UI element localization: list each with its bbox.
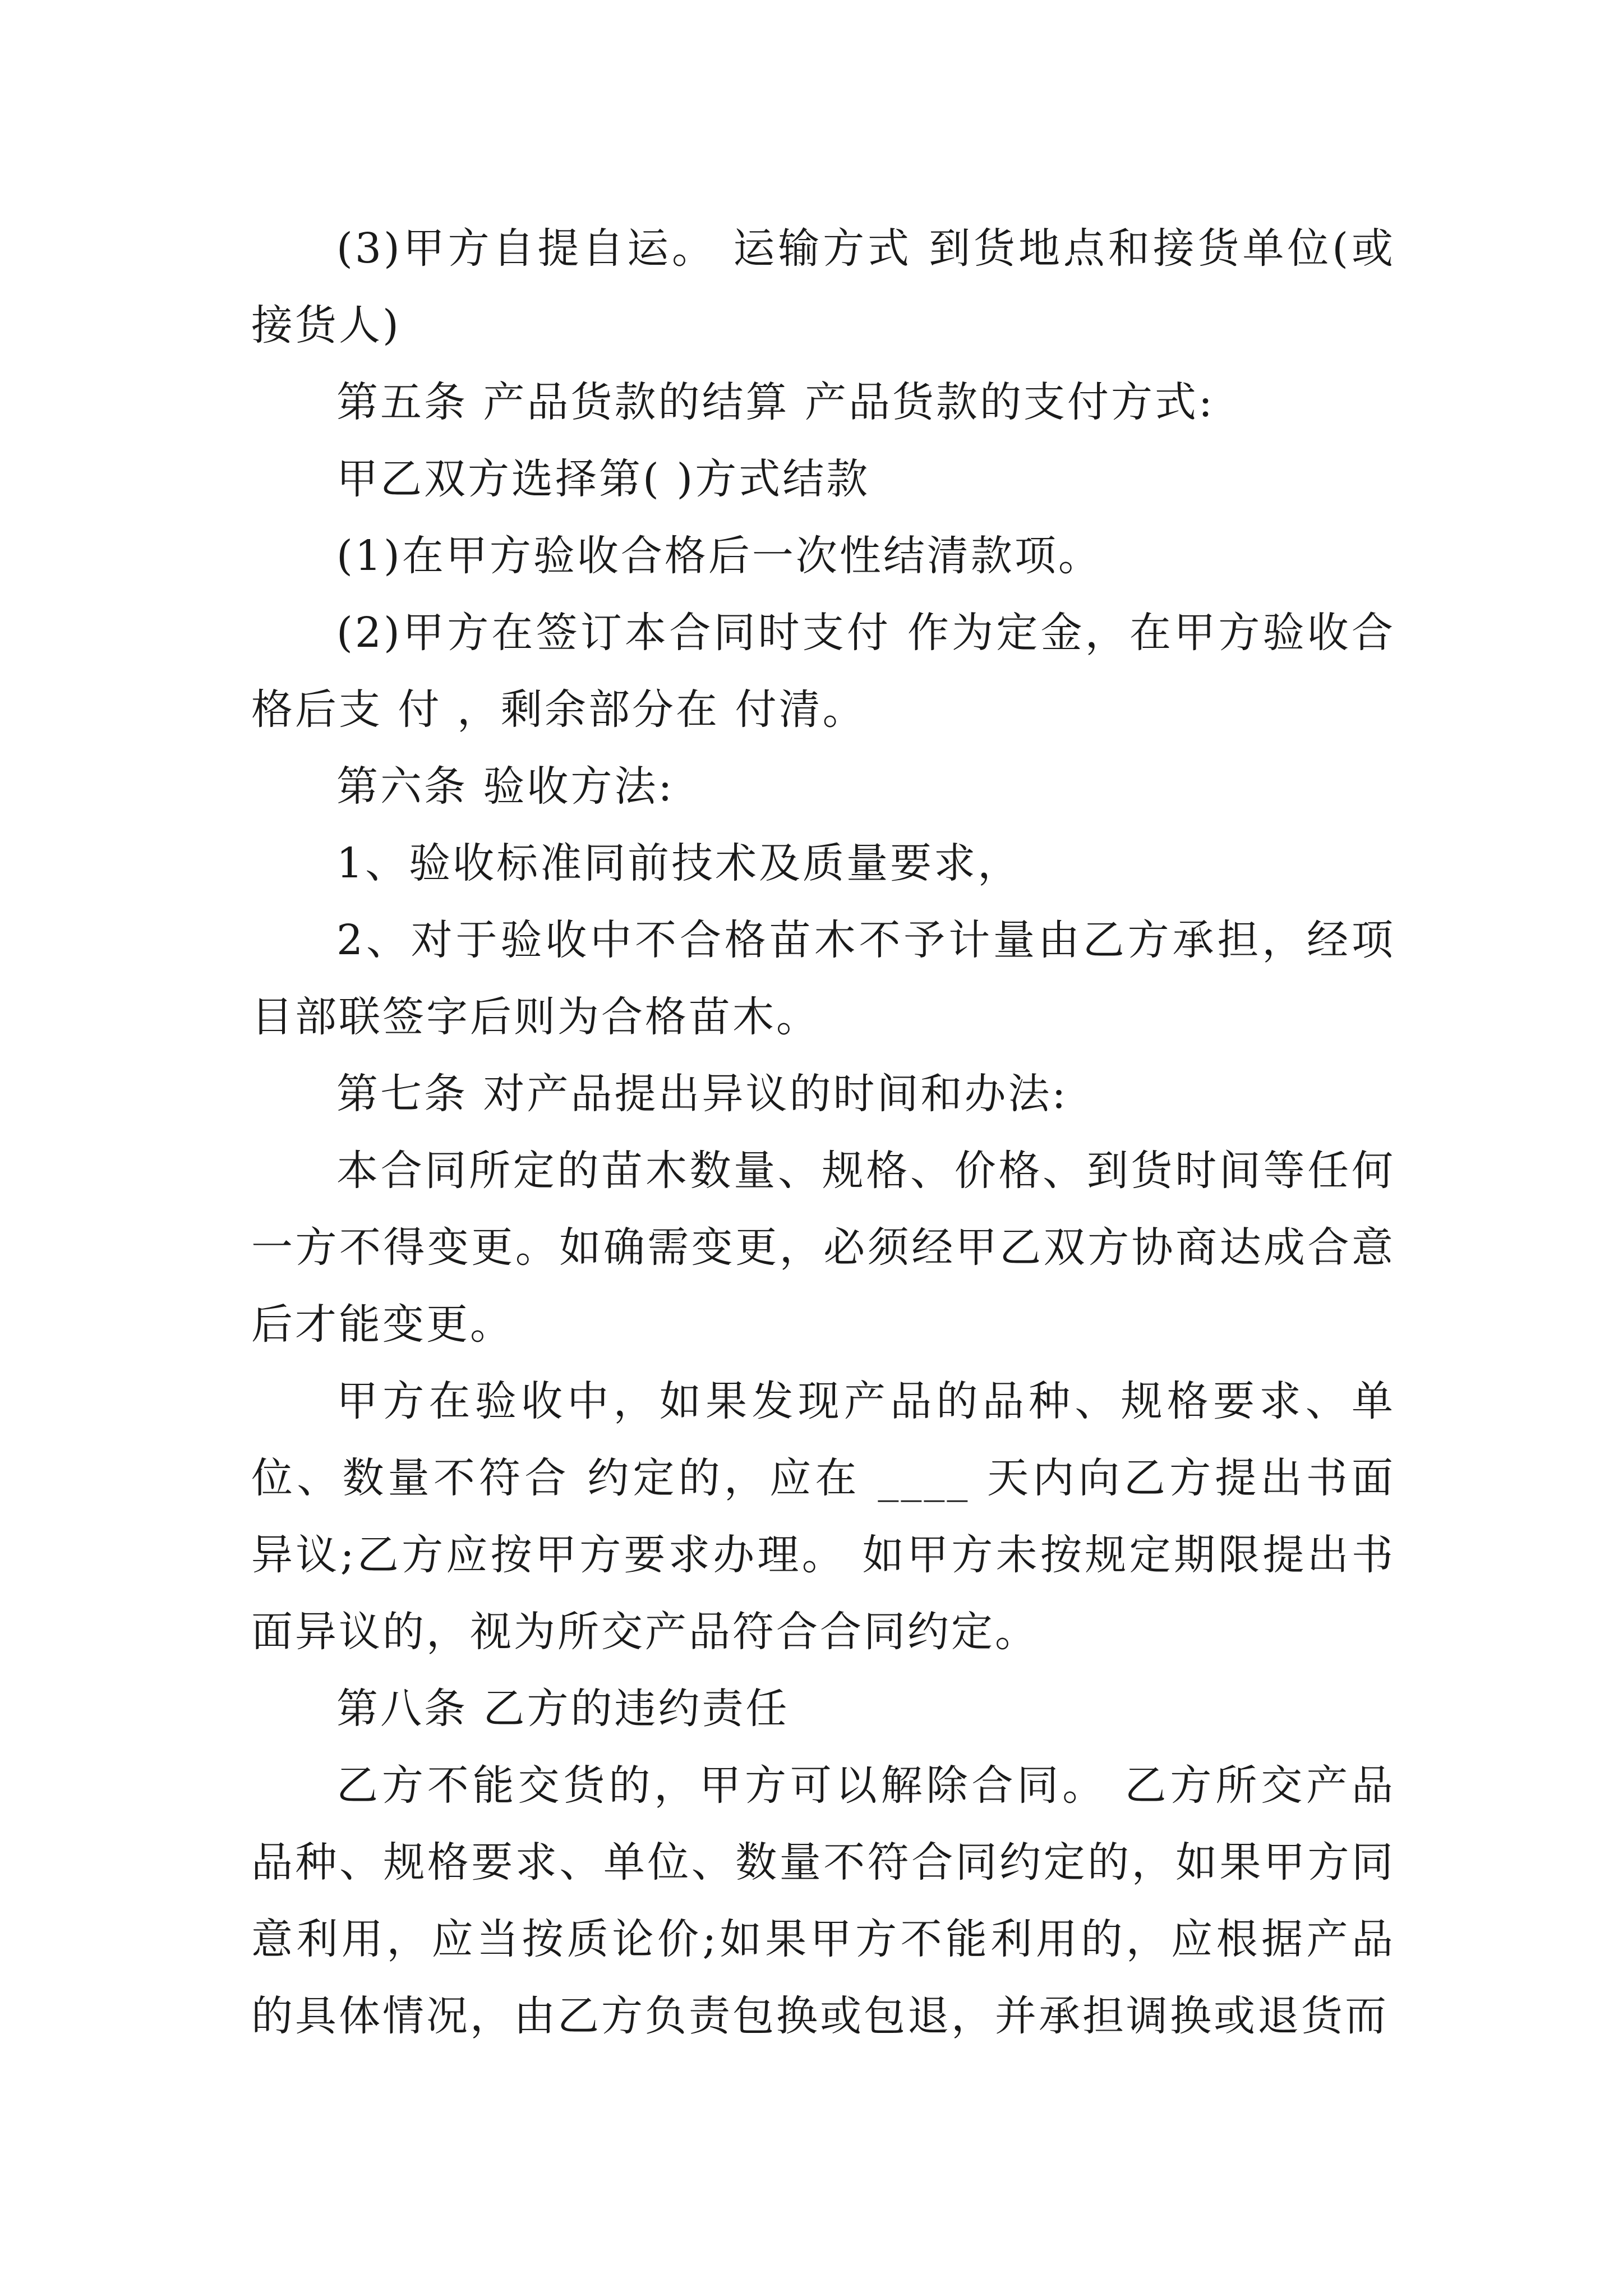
paragraph-article-5-title: 第五条 产品货款的结算 产品货款的支付方式:: [336, 378, 1215, 426]
paragraph-article-8-title: 第八条 乙方的违约责任: [336, 1685, 790, 1733]
paragraph-article-6-title: 第六条 验收方法:: [336, 762, 675, 811]
paragraph-no-change: 本合同所定的苗木数量、规格、价格、到货时间等任何一方不得变更。如确需变更，必须经甲乙双方协商达成合意后才能变更。: [251, 1147, 1395, 1349]
paragraph-acceptance-standard: 1、验收标准同前技术及质量要求，: [336, 839, 1022, 887]
paragraph-unqualified-seedlings: 2、对于验收中不合格苗木不予计量由乙方承担，经项目部联签字后则为合格苗木。: [251, 916, 1395, 1041]
paragraph-breach-liability: 乙方不能交货的，甲方可以解除合同。 乙方所交产品品种、规格要求、单位、数量不符合同约定的，如果甲方同意利用，应当按质论价;如果甲方不能利用的，应根据产品的具体情况，由乙方负责包换或包退，并承担调换或退货而: [251, 1761, 1395, 2040]
paragraph-payment-option-1: (1)在甲方验收合格后一次性结清款项。: [336, 532, 1102, 580]
paragraph-payment-option-2: (2)甲方在签订本合同时支付 作为定金，在甲方验收合格后支 付 ，剩余部分在 付清。: [251, 609, 1395, 734]
paragraph-objection: 甲方在验收中，如果发现产品的品种、规格要求、单位、数量不符合 约定的，应在 ____ 天内向乙方提出书面异议;乙方应按甲方要求办理。 如甲方未按规定期限提出书面异议的，视为所交产品符合合同约定。: [251, 1377, 1395, 1656]
paragraph-self-pickup: (3)甲方自提自运。 运输方式 到货地点和接货单位(或接货人): [251, 224, 1395, 349]
document-body: [251, 210, 1395, 2055]
paragraph-payment-choice: 甲乙双方选择第( )方式结款: [336, 455, 870, 503]
paragraph-article-7-title: 第七条 对产品提出异议的时间和办法:: [336, 1070, 1068, 1118]
